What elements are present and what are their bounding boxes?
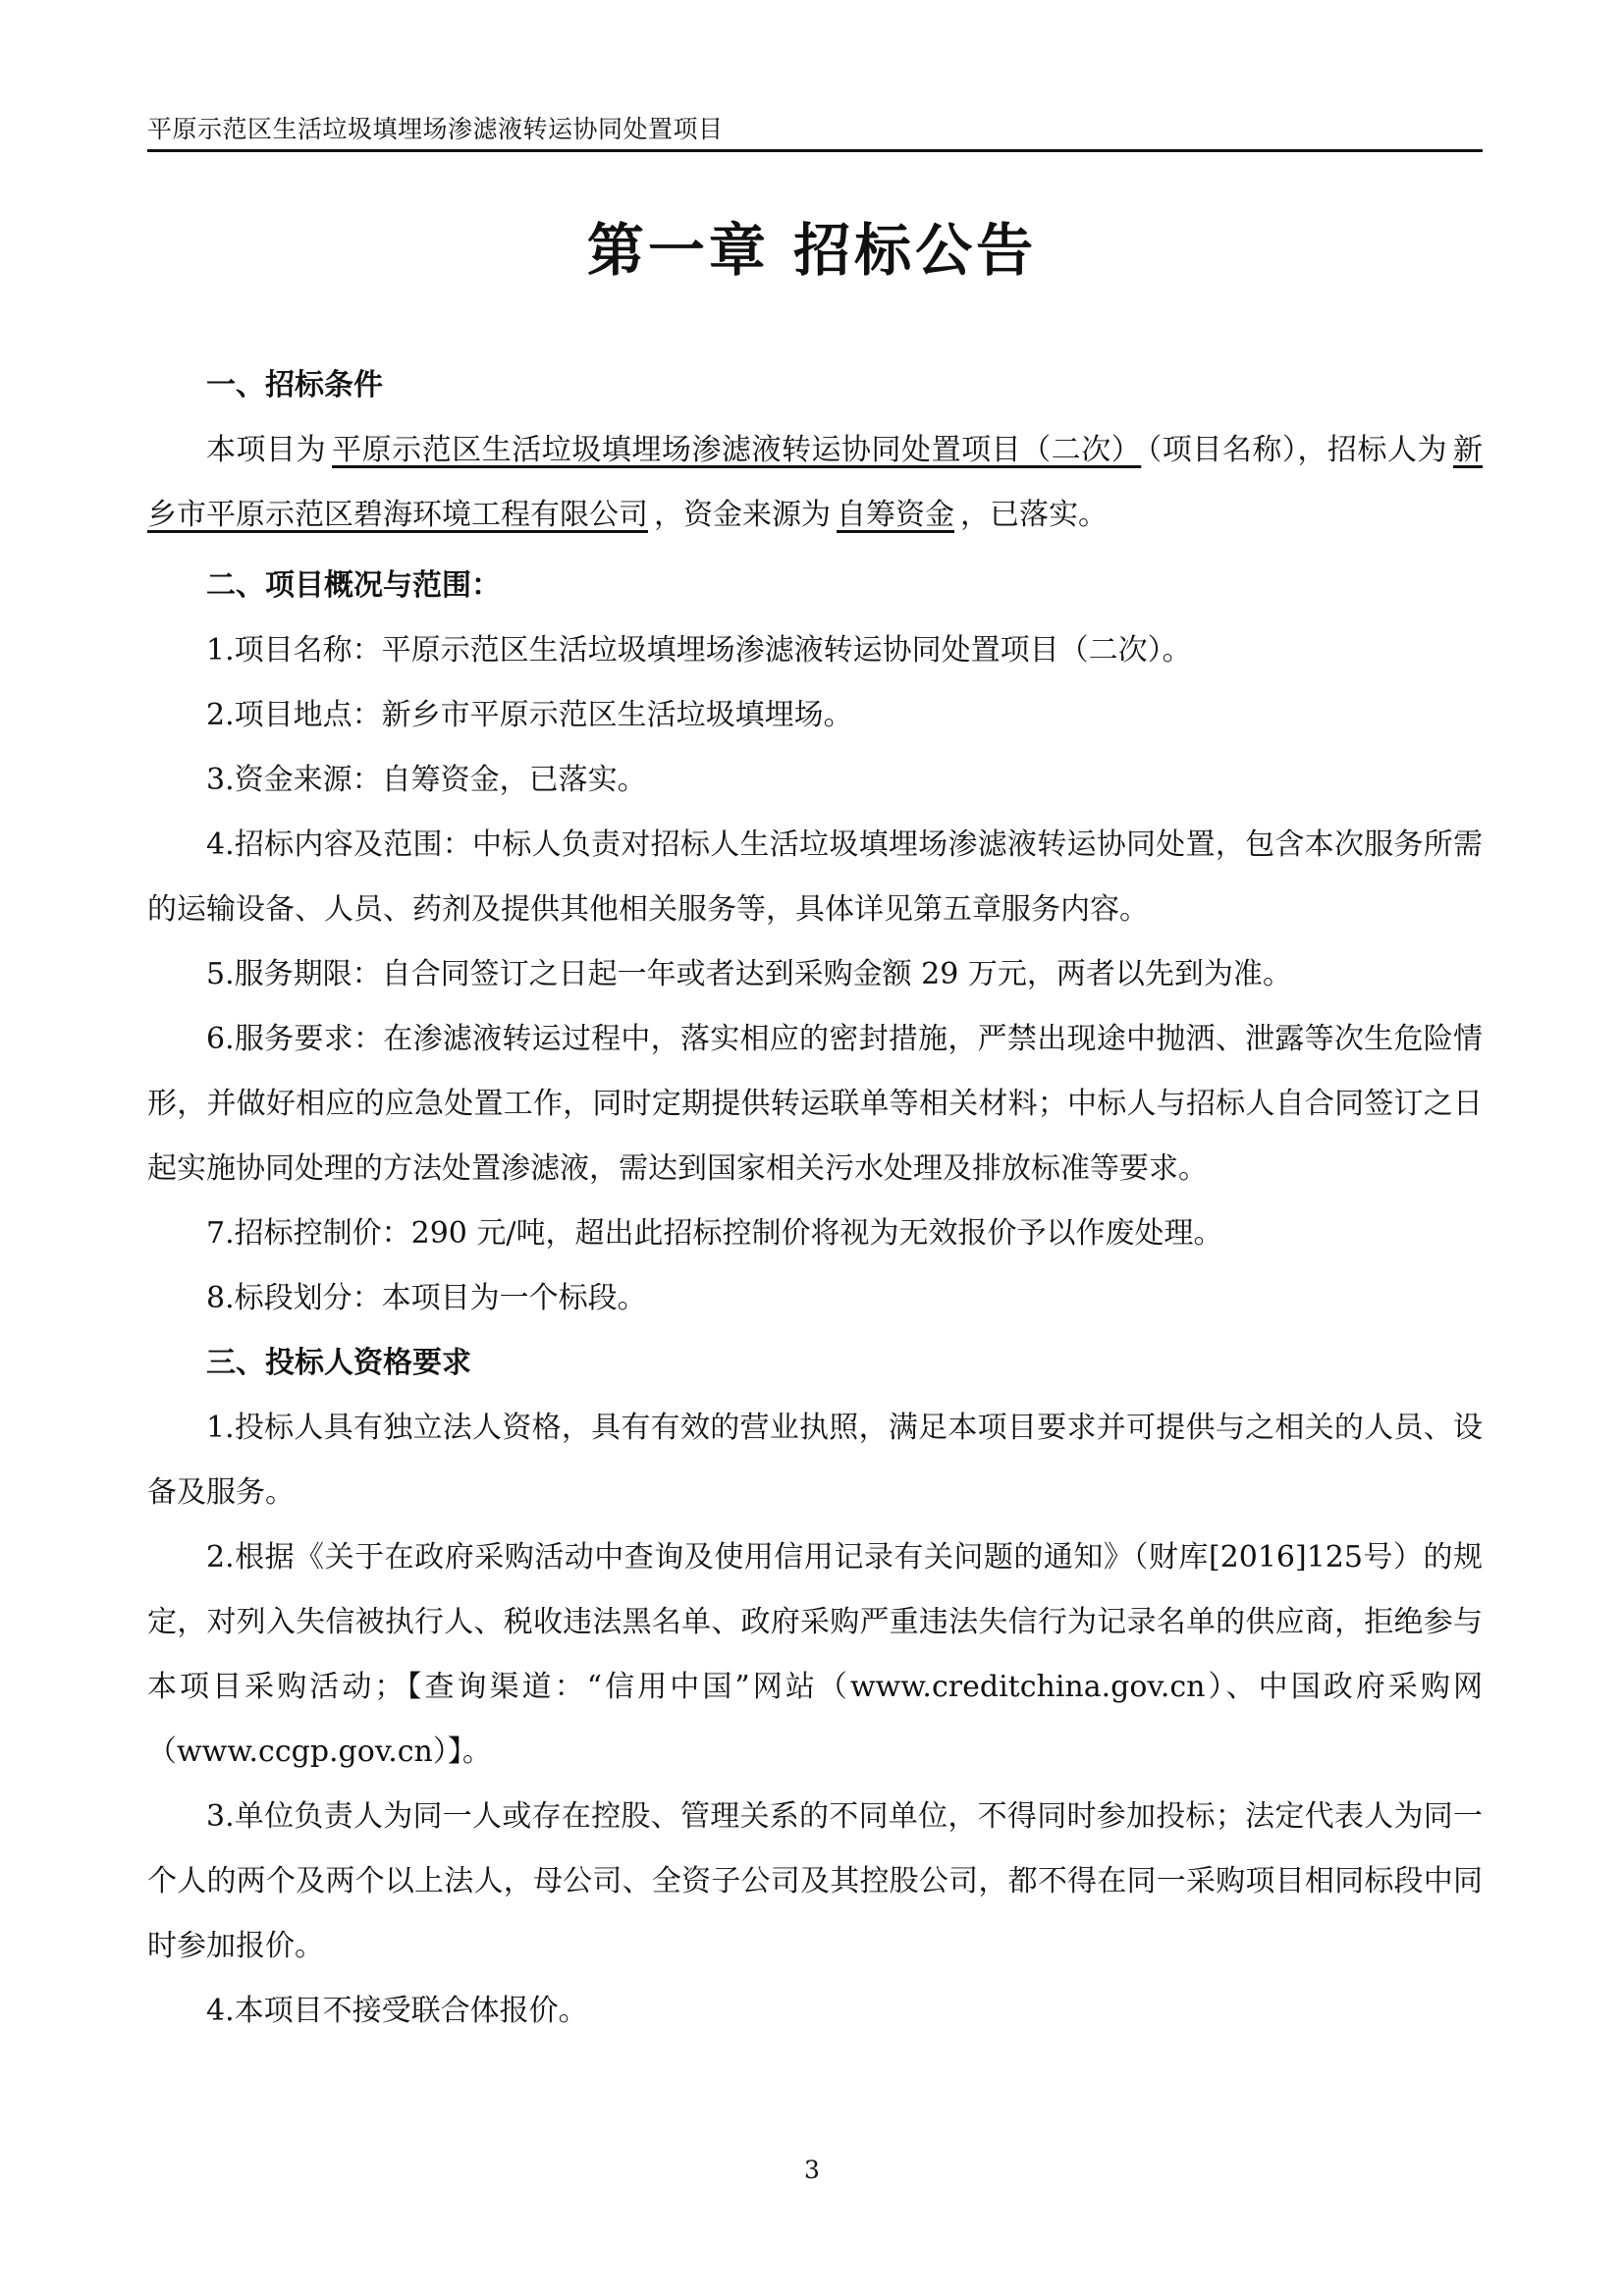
section-heading-2: 二、项目概况与范围：: [206, 568, 501, 603]
qualification-item: 1.投标人具有独立法人资格，具有有效的营业执照，满足本项目要求并可提供与之相关的人员、设备及服务。: [147, 1411, 1483, 1510]
overview-item: 8.标段划分：本项目为一个标段。: [206, 1281, 647, 1315]
document-body: [147, 353, 1483, 2044]
page-number: 3: [804, 2156, 820, 2184]
overview-item: 6.服务要求：在渗滤液转运过程中，落实相应的密封措施，严禁出现途中抛洒、泄露等次生危险情形，并做好相应的应急处置工作，同时定期提供转运联单等相关材料；中标人与招标人自合同签订之日起实施协同处理的方法处置渗滤液，需达到国家相关污水处理及排放标准等要求。: [147, 1022, 1483, 1186]
qualification-item: 2.根据《关于在政府采购活动中查询及使用信用记录有关问题的通知》（财库[2016]125号）的规定，对列入失信被执行人、税收违法黑名单、政府采购严重违法失信行为记录名单的供应商，拒绝参与本项目采购活动；【查询渠道：“信用中国”网站（www.creditchina.gov.cn）、中国政府采购网（www.ccgp.gov.cn）】。: [147, 1540, 1483, 1769]
project-name-fill: 平原示范区生活垃圾填埋场渗滤液转运协同处置项目（二次）: [332, 433, 1142, 467]
overview-item: 7.招标控制价：290 元/吨，超出此招标控制价将视为无效报价予以作废处理。: [206, 1216, 1223, 1251]
section-heading-3: 三、投标人资格要求: [206, 1346, 471, 1380]
qualification-item: 4.本项目不接受联合体报价。: [206, 1994, 588, 2028]
tenderer-name-fill: 新乡市平原示范区碧海环境工程有限公司: [147, 433, 1484, 532]
overview-item: 5.服务期限：自合同签订之日起一年或者达到采购金额 29 万元，两者以先到为准。: [206, 957, 1292, 991]
overview-item: 4.招标内容及范围：中标人负责对招标人生活垃圾填埋场渗滤液转运协同处置，包含本次服务所需的运输设备、人员、药剂及提供其他相关服务等，具体详见第五章服务内容。: [147, 828, 1483, 927]
qualification-item: 3.单位负责人为同一人或存在控股、管理关系的不同单位，不得同时参加投标；法定代表人为同一个人的两个及两个以上法人，母公司、全资子公司及其控股公司，都不得在同一采购项目相同标段中同时参加报价。: [147, 1799, 1483, 1963]
text-run: （项目名称），招标人为: [1147, 433, 1448, 467]
chapter-title: 第一章 招标公告: [586, 217, 1038, 284]
header-rule: [147, 149, 1483, 152]
tender-conditions-paragraph: [147, 418, 1483, 548]
fund-source-fill: 自筹资金: [837, 498, 954, 532]
overview-item: 3.资金来源：自筹资金，已落实。: [206, 763, 647, 797]
running-header: 平原示范区生活垃圾填埋场渗滤液转运协同处置项目: [147, 115, 724, 143]
text-run: ，已落实。: [960, 498, 1108, 532]
section-heading-1: 一、招标条件: [206, 368, 383, 402]
text-run: 本项目为: [206, 433, 327, 467]
overview-item: 2.项目地点：新乡市平原示范区生活垃圾填埋场。: [206, 698, 853, 732]
overview-item: 1.项目名称：平原示范区生活垃圾填埋场渗滤液转运协同处置项目（二次）。: [206, 633, 1192, 667]
text-run: ，资金来源为: [654, 498, 831, 532]
